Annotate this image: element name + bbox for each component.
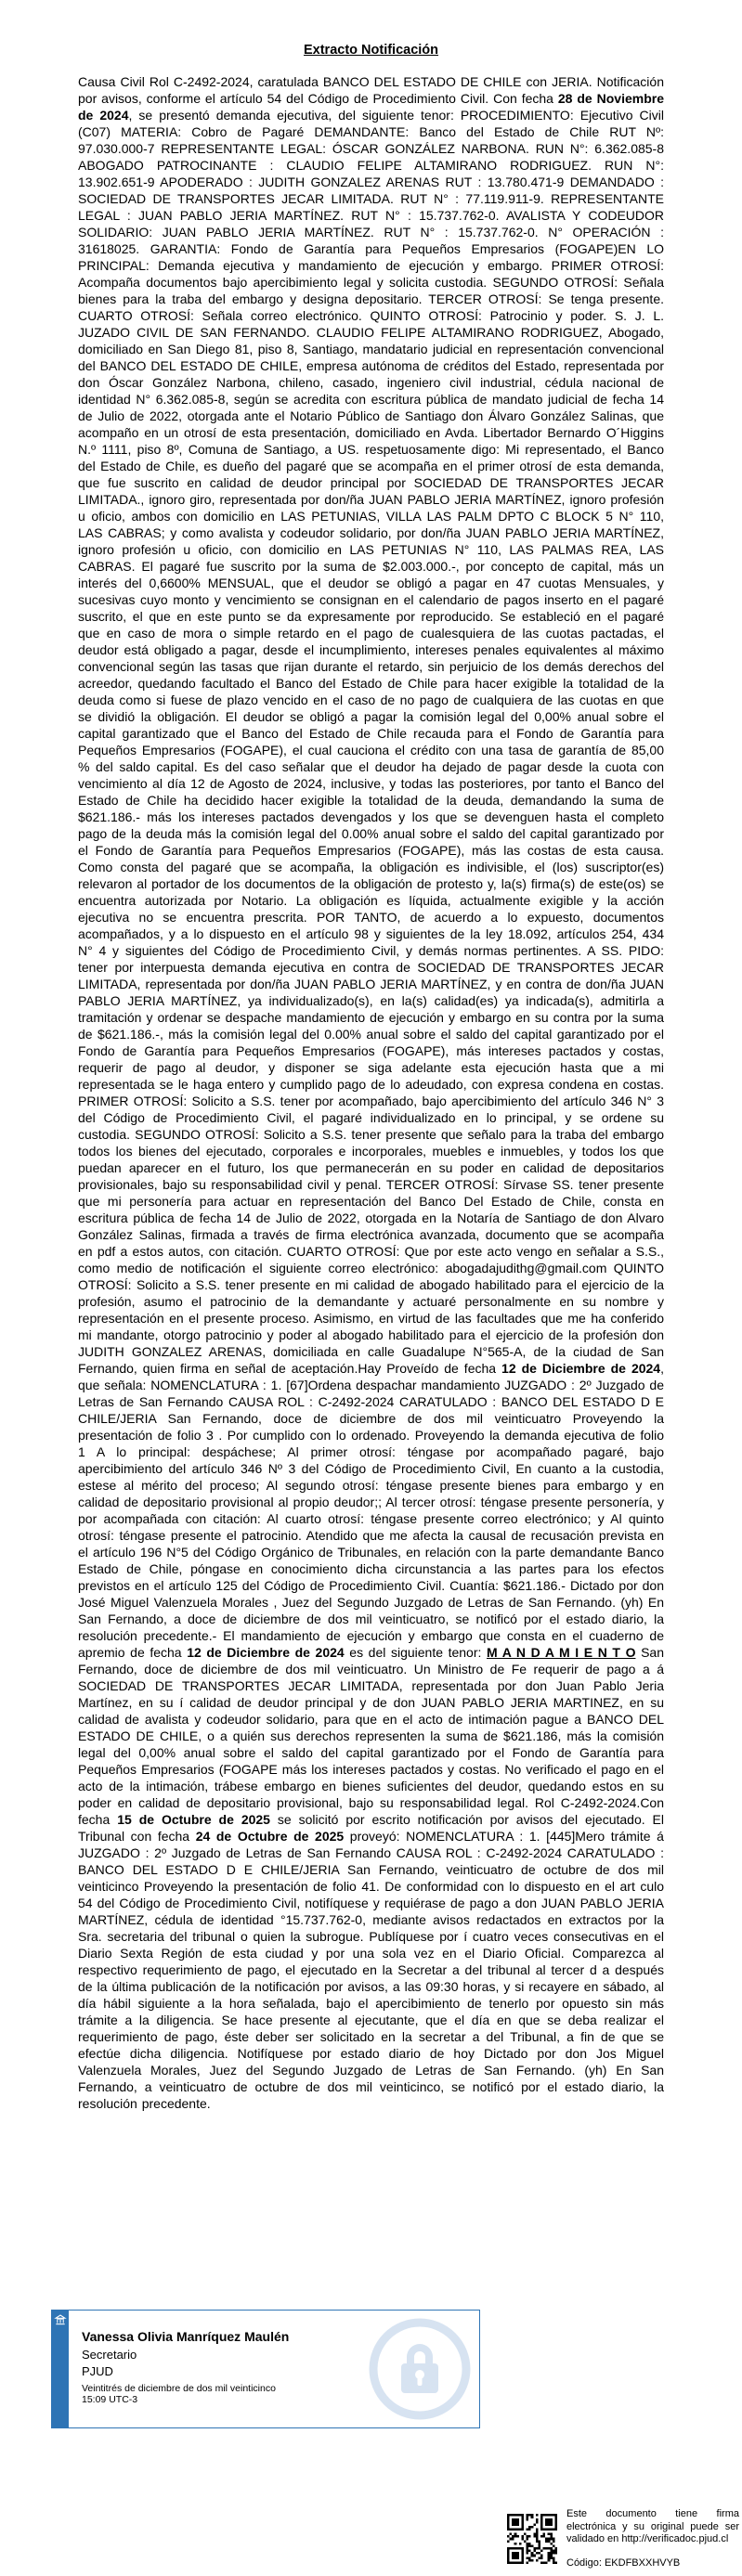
signer-org: PJUD (82, 2364, 113, 2378)
signer-name: Vanessa Olivia Manríquez Maulén (82, 2329, 290, 2344)
verification-text: Este documento tiene firma electrónica y su original puede ser validado en http://verificadoc.pjud.cl (566, 2508, 739, 2544)
signature-card (51, 2310, 480, 2428)
qr-code (507, 2514, 557, 2564)
verification-code: Código: EKDFBXXHVYB (566, 2557, 681, 2569)
body-text: Causa Civil Rol C-2492-2024, caratulada BANCO DEL ESTADO DE CHILE con JERIA. Notificación por avisos, conforme el artículo 54 del Código de Procedimiento Civil. Con fecha 28 de Noviembre de 2024, se presentó demanda ejecutiva, del siguiente tenor: PROCEDIMIENTO: Ejecutivo Civil (C07) MATERIA: Cobro de Pagaré DEMANDANTE: Banco del Estado de Chile RUT Nº: 97.030.000-7 REPRESENTANTE LEGAL: ÓSCAR GONZÁLEZ NARBONA. RUN N°: 6.362.085-8 ABOGADO PATROCINANTE : CLAUDIO FELIPE ALTAMIRANO RODRIGUEZ. RUN N°: 13.902.651-9 APODERADO : JUDITH GONZALEZ ARENAS RUT : 13.780.471-9 DEMANDADO : SOCIEDAD DE TRANSPORTES JECAR LIMITADA. RUT N° : 77.119.911-9. REPRESENTANTE LEGAL : JUAN PABLO JERIA MARTÍNEZ. RUT N° : 15.737.762-0. AVALISTA Y CODEUDOR SOLIDARIO: JUAN PABLO JERIA MARTÍNEZ. RUT N° : 15.737.762-0. N° OPERACIÓN : 31618025. GARANTIA: Fondo de Garantía para Pequeños Empresarios (FOGAPE)EN LO PRINCIPAL: Demanda ejecutiva y mandamiento de ejecución y embargo. PRIMER OTROSÍ: Acompaña documentos bajo apercibimiento legal y solicita custodia. SEGUNDO OTROSÍ: Señala bienes para la traba del embargo y designa depositario. TERCER OTROSÍ: Se tenga presente. CUARTO OTROSÍ: Señala correo electrónico. QUINTO OTROSÍ: Patrocinio y poder. S. J. L. JUZADO CIVIL DE SAN FERNANDO. CLAUDIO FELIPE ALTAMIRANO RODRIGUEZ, Abogado, domiciliado en San Diego 81, piso 8, Santiago, mandatario judicial en representación convencional del BANCO DEL ESTADO DE CHILE, empresa autónoma de créditos del Estado, representada por don Óscar González Narbona, chileno, casado, ingeniero civil industrial, cédula nacional de identidad N° 6.362.085-8, según se acredita con escritura pública de mandato judicial de fecha 14 de Julio de 2022, otorgada ante el Notario Público de Santiago don Álvaro González Salinas, que acompaño en un otrosí de esta presentación, domiciliado en Avda. Libertador Bernardo O´Higgins N.º 1111, piso 8º, Comuna de Santiago, a US. respetuosamente digo: Mi representado, el Banco del Estado de Chile, es dueño del pagaré que se acompaña en el primer otrosí de esta demanda, que fue suscrito en calidad de deudor principal por SOCIEDAD DE TRANSPORTES JECAR LIMITADA., ignoro giro, representada por don/ña JUAN PABLO JERIA MARTÍNEZ, ignoro profesión u oficio, ambos con domicilio en LAS PETUNIAS, VILLA LAS PALM DPTO C BLOCK 5 N° 110, LAS CABRAS; y como avalista y codeudor solidario, por don/ña JUAN PABLO JERIA MARTÍNEZ, ignoro profesión u oficio, con domicilio en LAS PETUNIAS N° 110, LAS PALMAS REA, LAS CABRAS. El pagaré fue suscrito por la suma de $2.003.000.-, por concepto de capital, más un interés del 0,6600% MENSUAL, que el deudor se obligó a pagar en 47 cuotas Mensuales, y sucesivas cuyo monto y vencimiento se consignan en el calendario de pagos inserto en el pagaré suscrito, el que en este punto se da expresamente por reproducido. Se estableció en el pagaré que en caso de mora o simple retardo en el pago de cualesquiera de las cuotas pactadas, el deudor está obligado a pagar, desde el incumplimiento, intereses penales equivalentes al máximo convencional según las tasas que rijan durante el retardo, sin perjuicio de los demás derechos del acreedor, quedando facultado el Banco del Estado de Chile para hacer exigible la totalidad de la deuda como si fuese de plazo vencido en el caso de no pago de cualquiera de las cuotas en que se dividió la obligación. El deudor se obligó a pagar la comisión legal del 0,00% anual sobre el capital garantizado que el Banco del Estado de Chile recauda para el Fondo de Garantía para Pequeños Empresarios (FOGAPE), el cual cauciona el crédito con una tasa de garantía de 85,00 % del saldo capital. Es del caso señalar que el deudor ha dejado de pagar desde la cuota con vencimiento al día 12 de Agosto de 2024, inclusive, y todas las posteriores, por tanto el Banco del Estado de Chile ha decidido hacer exigible la totalidad de la deuda, demandando la suma de $621.186.- más los intereses pactados devengados y los que se devenguen hasta el completo pago de la deuda más la comisión legal del 0.00% anual sobre el saldo del capital garantizado por el Fondo de Garantía para Pequeños Empresarios (FOGAPE), más las costas de esta causa. Como consta del pagaré que se acompaña, la obligación es indivisible, el (los) suscriptor(es) relevaron al portador de los documentos de la obligación de protesto y, la(s) firma(s) de este(os) se encuentra autorizada por Notario. La obligación es líquida, actualmente exigible y la acción ejecutiva no se encuentra prescrita. POR TANTO, de acuerdo a lo expuesto, documentos acompañados, y a lo dispuesto en el artículo 98 y siguientes de la ley 18.092, artículos 254, 434 N° 4 y siguientes del Código de Procedimiento Civil, y demás normas pertinentes. A SS. PIDO: tener por interpuesta demanda ejecutiva en contra de SOCIEDAD DE TRANSPORTES JECAR LIMITADA, representada por don/ña JUAN PABLO JERIA MARTÍNEZ, y en contra de don/ña JUAN PABLO JERIA MARTÍNEZ, ya individualizado(s), en la(s) calidad(es) ya indicada(s), admitirla a tramitación y ordenar se despache mandamiento de ejecución y embargo en su contra por la suma de $621.186.-, más la comisión legal del 0.00% anual sobre el saldo del capital garantizado por el Fondo de Garantía para Pequeños Empresarios (FOGAPE), más intereses pactados y costas, requerir de pago al deudor, y disponer se siga adelante esta ejecución hasta que a mi representada se le haga entero y cumplido pago de lo adeudado, con expresa condena en costas. PRIMER OTROSÍ: Solicito a S.S. tener por acompañado, bajo apercibimiento del artículo 346 N° 3 del Código de Procedimiento Civil, el pagaré individualizado en lo principal, y se ordene su custodia. SEGUNDO OTROSÍ: Solicito a S.S. tener presente que señalo para la traba del embargo todos los bienes del ejecutado, corporales e incorporales, muebles e inmuebles, y todos los que puedan aparecer en el futuro, los que permanecerán en su poder en calidad de depositarios provisionales, bajo su responsabilidad civil y penal. TERCER OTROSÍ: Sírvase SS. tener presente que mi personería para actuar en representación del Banco Del Estado de Chile, consta en escritura pública de fecha 14 de Julio de 2022, otorgada en la Notaría de Santiago de don Alvaro González Salinas, firmada a través de firma electrónica avanzada, documento que se acompaña en pdf a estos autos, con citación. CUARTO OTROSÍ: Que por este acto vengo en señalar a S.S., como medio de notificación el siguiente correo electrónico: abogadajudithg@gmail.com QUINTO OTROSÍ: Solicito a S.S. tener presente en mi calidad de abogado habilitado para el ejercicio de la profesión, asumo el patrocinio de la demandante y actuaré personalmente en su nombre y representación en el presente proceso. Asimismo, en virtud de las facultades que me ha conferido mi mandante, otorgo patrocinio y poder al abogado habilitado para el ejercicio de la profesión don JUDITH GONZALEZ ARENAS, domiciliada en calle Guadalupe N°565-A, de la ciudad de San Fernando, quien firma en señal de aceptación.Hay Proveído de fecha 12 de Diciembre de 2024, que señala: NOMENCLATURA : 1. [67]Ordena despachar mandamiento JUZGADO : 2º Juzgado de Letras de San Fernando CAUSA ROL : C-2492-2024 CARATULADO : BANCO DEL ESTADO D E CHILE/JERIA San Fernando, doce de diciembre de dos mil veinticuatro Proveyendo la presentación de folio 3 . Por cumplido con lo ordenado. Proveyendo la demanda ejecutiva de folio 1 A lo principal: despáchese; Al primer otrosí: téngase por acompañado pagaré, bajo apercibimiento del artículo 346 Nº 3 del Código de Procedimiento Civil, En cuanto a la custodia, estese al mérito del proceso; Al segundo otrosí: téngase presente bienes para embargo y en calidad de depositario provisional al propio deudor;; Al tercer otrosí: téngase presente personería, y por acompañada con citación: Al cuarto otrosí: téngase presente correo electrónico; y Al quinto otrosí: téngase presente el patrocinio. Atendido que me afecta la causal de recusación prevista en el artículo 196 N°5 del Código Orgánico de Tribunales, en relación con la parte demandante Banco Estado de Chile, póngase en conocimiento dicha circunstancia a las partes para los efectos previstos en el artículo 125 del Código de Procedimiento Civil. Cuantía: $621.186.- Dictado por don José Miguel Valenzuela Morales , Juez del Segundo Juzgado de Letras de San Fernando. (yh) En San Fernando, a doce de diciembre de dos mil veinticuatro, se notificó por el estado diario, la resolución precedente.- El mandamiento de ejecución y embargo que consta en el cuaderno de apremio de fecha 12 de Diciembre de 2024 es del siguiente tenor: M A N D A M I E N T O San Fernando, doce de diciembre de dos mil veinticuatro. Un Ministro de Fe requerir de pago a á SOCIEDAD DE TRANSPORTES JECAR LIMITADA, representada por don Juan Pablo Jeria Martínez, en su í calidad de deudor principal y de don JUAN PABLO JERIA MARTINEZ, en su calidad de avalista y codeudor solidario, para que en el acto de intimación pague a BANCO DEL ESTADO DE CHILE, o a quién sus derechos representen la suma de $621.186, más la comisión legal del 0,00% anual sobre el saldo del capital garantizado por el Fondo de Garantía para Pequeños Empresarios (FOGAPE más los intereses pactados y costas. No verificado el pago en el acto de la intimación, trábese embargo en bienes suficientes del deudor, quedando estos en su poder en calidad de depositario provisional, bajo su responsabilidad legal. Rol C-2492-2024.Con fecha 15 de Octubre de 2025 se solicitó por escrito notificación por avisos del ejecutado. El Tribunal con fecha 24 de Octubre de 2025 proveyó: NOMENCLATURA : 1. [445]Mero trámite á JUZGADO : 2º Juzgado de Letras de San Fernando CAUSA ROL : C-2492-2024 CARATULADO : BANCO DEL ESTADO D E CHILE/JERIA San Fernando, veinticuatro de octubre de dos mil veinticinco Proveyendo la presentación de folio 41. De conformidad con lo dispuesto en el art culo 54 del Código de Procedimiento Civil, notifíquese y requiérase de pago a don JUAN PABLO JERIA MARTÍNEZ, cédula de identidad °15.737.762-0, mediante avisos redactados en extractos por la Sra. secretaria del tribunal o quien la subrogue. Publíquese por í cuatro veces consecutivas en el Diario Sexta Región de esta ciudad y por una sola vez en el Diario Oficial. Comparezca al respectivo requerimiento de pago, el ejecutado en la Secretar a del tribunal al tercer d a después de la última publicación de la notificación por avisos, a las 09:30 horas, y si recayere en sábado, al día hábil siguiente a la hora señalada, bajo el apercibimiento de tenerlo por opuesto sin más trámite a la diligencia. Se hace presente al ejecutante, que el día en que se deba realizar el requerimiento de pago, éste deber ser solicitado en la secretar a del Tribunal, a fin de que se efectúe dicha diligencia. Notifíquese por estado diario de hoy Dictado por don Jos Miguel Valenzuela Morales, Juez del Segundo Juzgado de Letras de San Fernando. (yh) En San Fernando, a veinticuatro de octubre de dos mil veinticinco, se notificó por el estado diario, la resolución precedente. (78, 74, 664, 2111)
lock-watermark-icon (366, 2315, 474, 2423)
document-title: Extracto Notificación (303, 43, 439, 58)
signature-blue-bar (52, 2311, 69, 2427)
signature-date: Veintitrés de diciembre de dos mil veinticinco (82, 2383, 276, 2394)
court-building-icon (52, 2313, 69, 2326)
signature-time: 15:09 UTC-3 (82, 2394, 138, 2405)
signer-role: Secretario (82, 2348, 137, 2362)
